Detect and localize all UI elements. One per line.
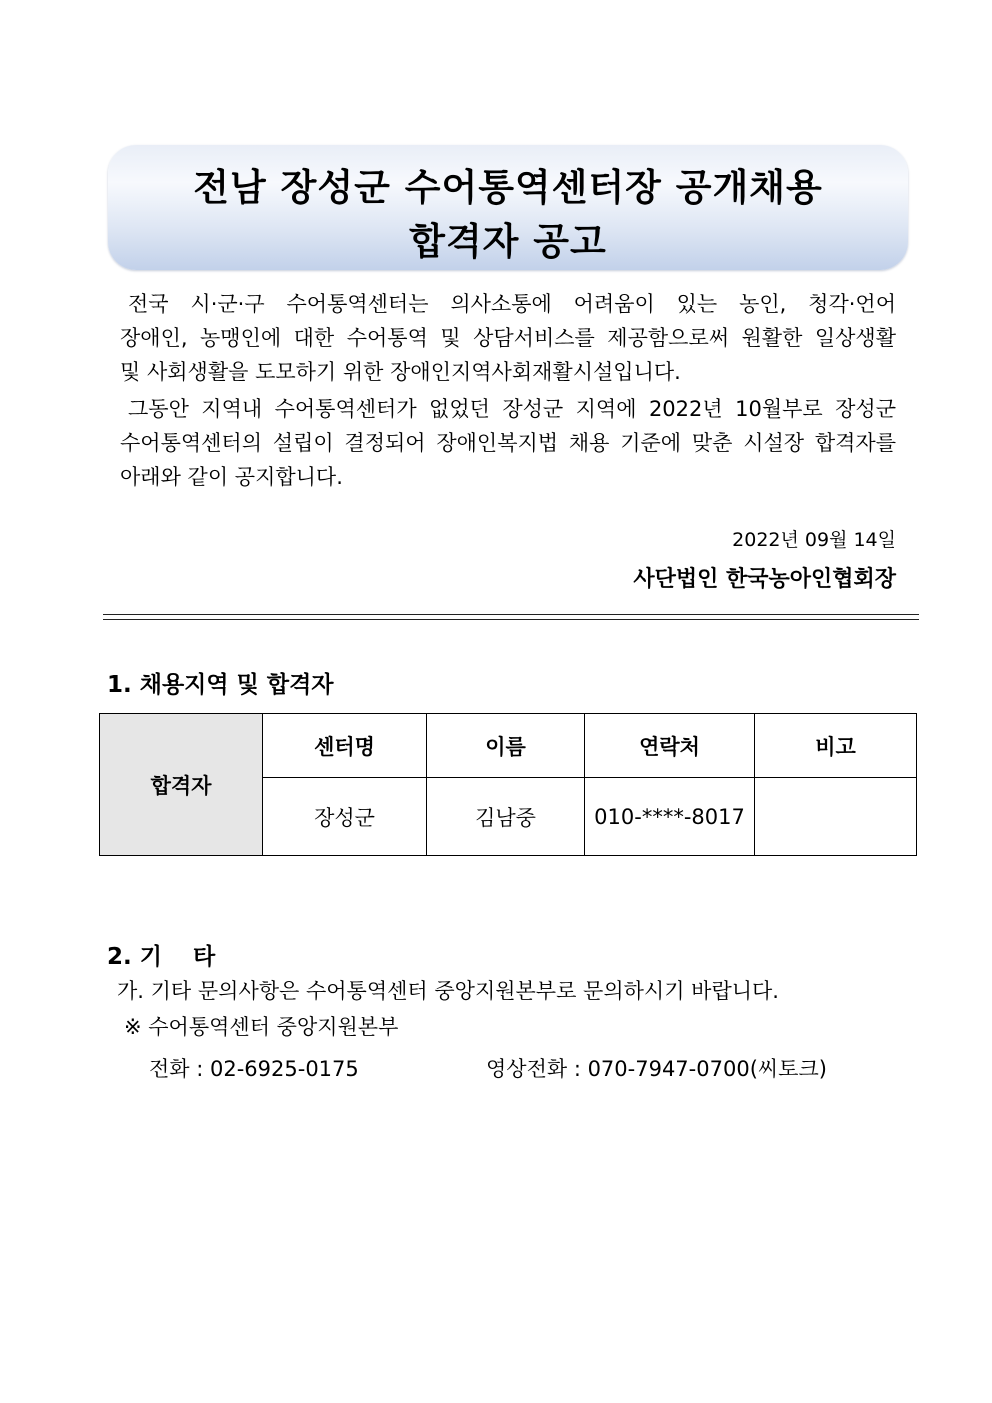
intro-p2-line-1: 그동안 지역내 수어통역센터가 없었던 장성군 지역에 2022년 10월부로 장성군 bbox=[128, 397, 896, 421]
title-box bbox=[108, 145, 908, 270]
column-header-name: 이름 bbox=[427, 714, 585, 778]
intro-paragraph-2 bbox=[120, 392, 896, 494]
column-header-note: 비고 bbox=[755, 714, 917, 778]
cell-note bbox=[755, 778, 917, 856]
phone-number: 전화 : 02-6925-0175 bbox=[149, 1057, 359, 1081]
inquiry-text: 가. 기타 문의사항은 수어통역센터 중앙지원본부로 문의하시기 바랍니다. bbox=[117, 979, 779, 1003]
intro-p1-line-3: 및 사회생활을 도모하기 위한 장애인지역사회재활시설입니다. bbox=[120, 360, 681, 384]
intro-paragraph-1 bbox=[120, 287, 896, 389]
section-2-title: 2. 기 타 bbox=[107, 944, 216, 970]
page-subtitle: 합격자 공고 bbox=[409, 220, 607, 263]
row-header-cell: 합격자 bbox=[100, 714, 263, 856]
cell-name: 김남중 bbox=[427, 778, 585, 856]
column-header-contact: 연락처 bbox=[585, 714, 755, 778]
result-table bbox=[99, 713, 917, 856]
double-divider bbox=[103, 614, 919, 620]
support-hq-label: ※ 수어통역센터 중앙지원본부 bbox=[124, 1015, 399, 1039]
announcement-date: 2022년 09월 14일 bbox=[732, 529, 896, 551]
table-header-row bbox=[100, 714, 917, 778]
issuing-organization: 사단법인 한국농아인협회장 bbox=[633, 567, 896, 592]
column-header-center: 센터명 bbox=[263, 714, 427, 778]
intro-p2-line-2: 수어통역센터의 설립이 결정되어 장애인복지법 채용 기준에 맞춘 시설장 합격자를 bbox=[120, 431, 896, 455]
cell-center: 장성군 bbox=[263, 778, 427, 856]
video-phone-number: 영상전화 : 070-7947-0700(씨토크) bbox=[486, 1057, 827, 1081]
intro-p1-line-2: 장애인, 농맹인에 대한 수어통역 및 상담서비스를 제공함으로써 원활한 일상생활 bbox=[120, 326, 896, 350]
page-title: 전남 장성군 수어통역센터장 공개채용 bbox=[193, 166, 823, 209]
intro-p2-line-3: 아래와 같이 공지합니다. bbox=[120, 465, 343, 489]
section-1-title: 1. 채용지역 및 합격자 bbox=[107, 672, 334, 698]
cell-contact: 010-****-8017 bbox=[585, 778, 755, 856]
intro-p1-line-1: 전국 시·군·구 수어통역센터는 의사소통에 어려움이 있는 농인, 청각·언어 bbox=[128, 292, 896, 316]
